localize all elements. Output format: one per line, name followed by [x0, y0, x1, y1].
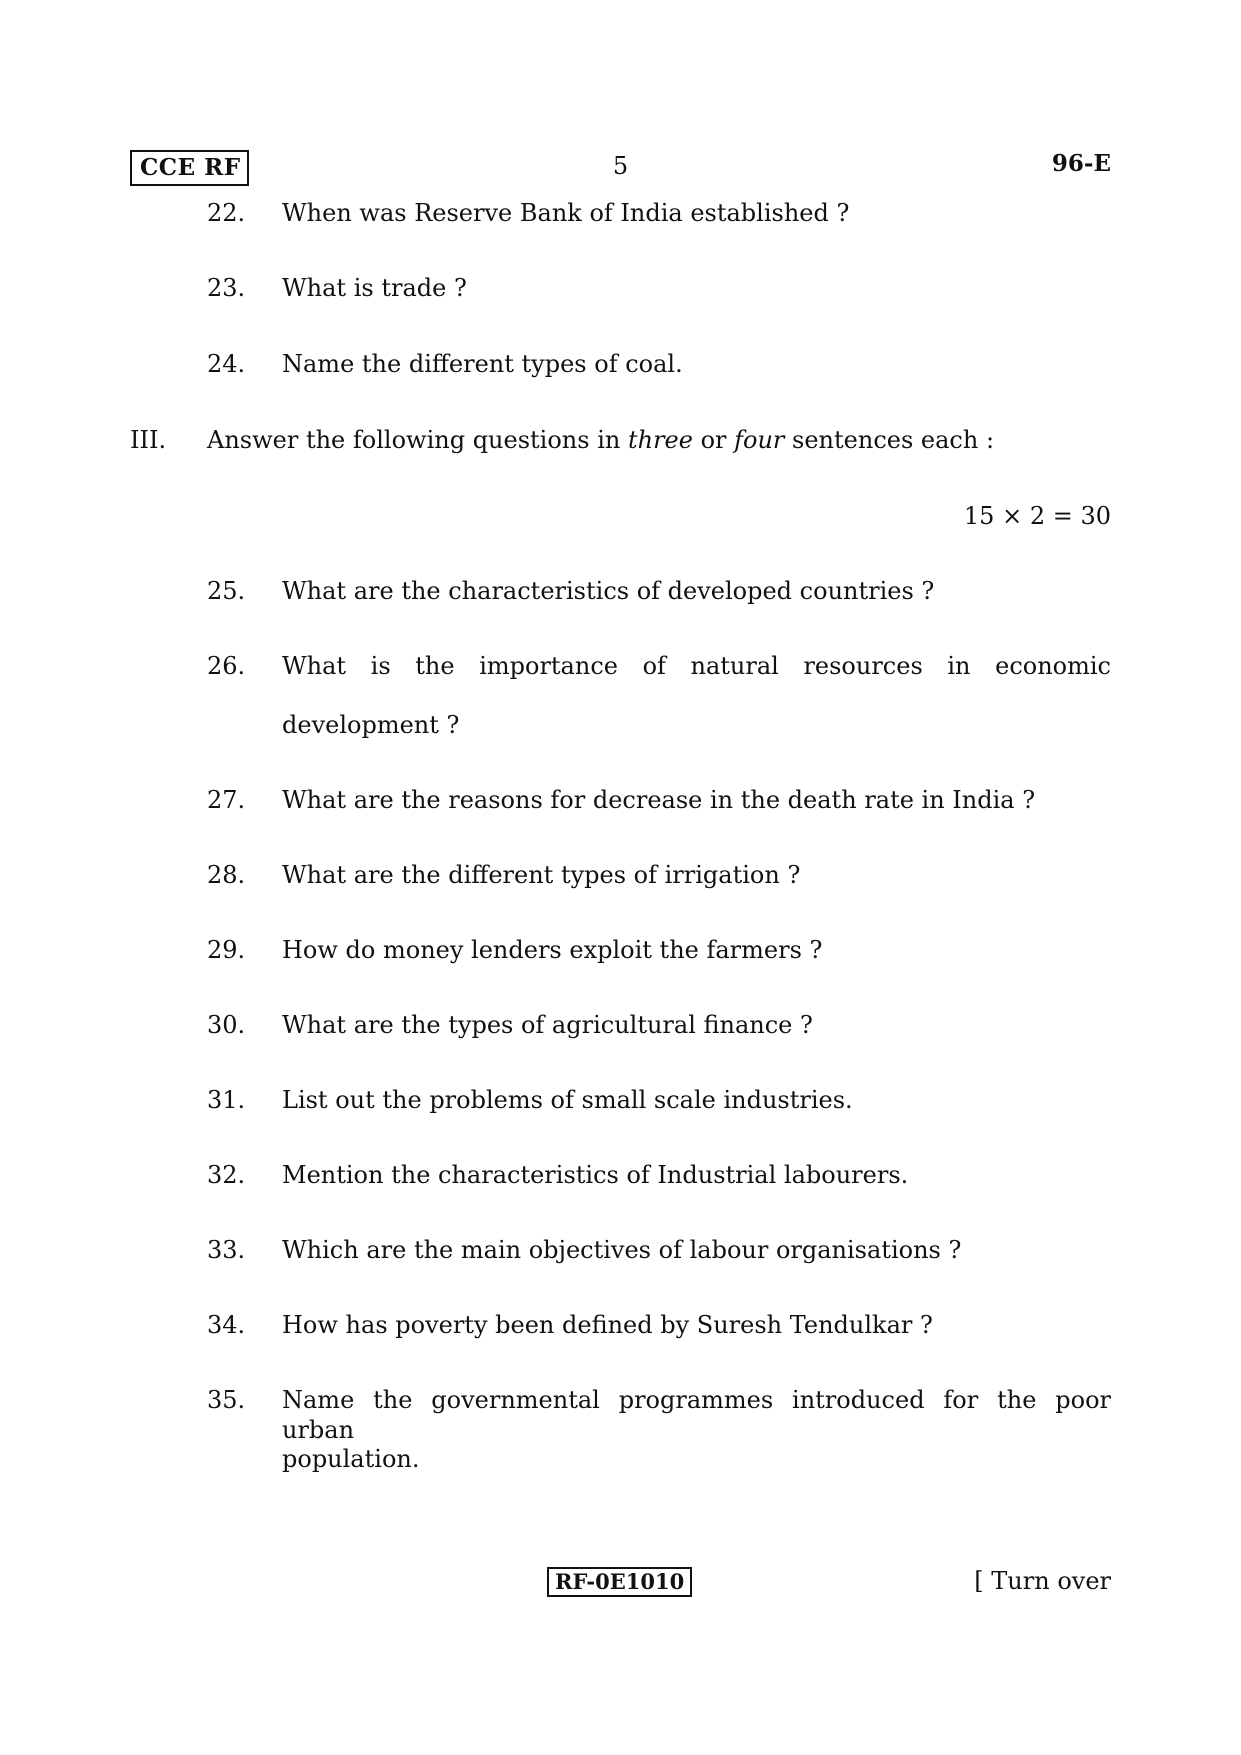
question-text: When was Reserve Bank of India established ?	[282, 199, 850, 227]
question-text: What are the characteristics of developed countries ?	[282, 577, 935, 605]
question-text: Name the governmental programmes introduced for the poor urban	[282, 1386, 1111, 1444]
question-text: What is the importance of natural resources in economic	[282, 652, 1111, 680]
question-text: What are the reasons for decrease in the death rate in India ?	[282, 786, 1036, 814]
question-text: How do money lenders exploit the farmers ?	[282, 936, 823, 964]
question-text-continuation: development ?	[282, 711, 460, 739]
instruction-text: or	[692, 426, 735, 454]
cce-rf-label: CCE RF	[130, 150, 249, 186]
question-text: What are the different types of irrigation ?	[282, 861, 801, 889]
question-number: 22.	[207, 199, 246, 227]
section-instruction	[207, 425, 994, 455]
question-number: 28.	[207, 861, 246, 889]
question-text: How has poverty been defined by Suresh Tendulkar ?	[282, 1311, 933, 1339]
question-text: Name the different types of coal.	[282, 350, 683, 378]
instruction-italic-three: three	[627, 426, 693, 454]
question-number: 27.	[207, 786, 246, 814]
question-text: Which are the main objectives of labour organisations ?	[282, 1236, 962, 1264]
question-number: 23.	[207, 274, 246, 302]
section-marks: 15 × 2 = 30	[963, 502, 1111, 530]
instruction-italic-four: four	[734, 426, 785, 454]
page-number: 5	[612, 152, 629, 180]
question-number: 34.	[207, 1311, 246, 1339]
page-header	[130, 150, 1111, 190]
paper-code: 96-E	[1051, 150, 1111, 177]
question-number: 35.	[207, 1386, 246, 1414]
question-number: 26.	[207, 652, 246, 680]
section-numeral: III.	[130, 426, 167, 454]
turn-over-note: [ Turn over	[974, 1567, 1111, 1595]
question-number: 25.	[207, 577, 246, 605]
question-text: List out the problems of small scale industries.	[282, 1086, 853, 1114]
question-number: 33.	[207, 1236, 246, 1264]
question-number: 31.	[207, 1086, 246, 1114]
question-text: Mention the characteristics of Industrial labourers.	[282, 1161, 909, 1189]
question-number: 30.	[207, 1011, 246, 1039]
instruction-text: Answer the following questions in	[207, 426, 628, 454]
question-number: 32.	[207, 1161, 246, 1189]
question-text: What are the types of agricultural finance ?	[282, 1011, 813, 1039]
question-number: 24.	[207, 350, 246, 378]
question-text: What is trade ?	[282, 274, 467, 302]
instruction-text: sentences each :	[784, 426, 995, 454]
question-number: 29.	[207, 936, 246, 964]
question-text-continuation: population.	[282, 1445, 420, 1473]
footer-paper-code: RF-0E1010	[547, 1567, 692, 1597]
